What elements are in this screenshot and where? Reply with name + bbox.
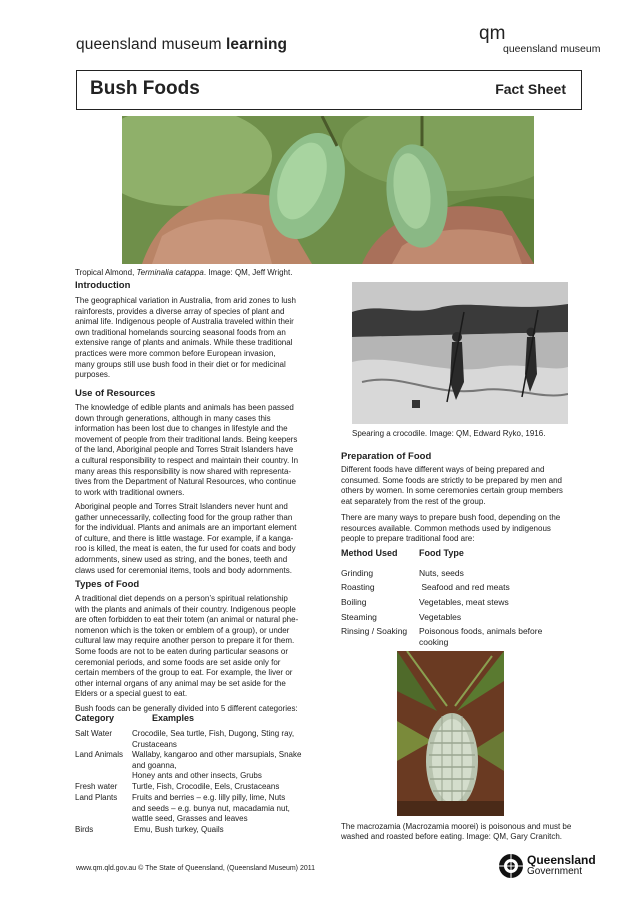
footer-text: www.qm.qld.gov.au © The State of Queensland, (Queensland Museum) 2011 [76, 865, 316, 872]
method-column-header: Method Used [341, 548, 398, 558]
intro-paragraph: The geographical variation in Australia, from arid zones to lush rainforests, provides a diverse array of species of plant and animal life. Indigenous people of Australia traveled within their own traditional homelands sourcing seasonal foods from an extensive range of plants and animals. While these traditional practices were more common before European invasion, many groups still use bush food in their diet or for medicinal purposes. [75, 296, 297, 380]
examples-column-header: Examples [152, 713, 195, 723]
types-paragraph-1: A traditional diet depends on a person’s spiritual relationship with the plants and animals of their country. Indigenous people are often forbidden to eat their totem (an animal or natural phe- nomenon which is the token or emblem of a group), or under cultural law may require another person to prepare it for them. Some foods are not to be eaten during particular seasons or ceremonial periods, and some foods are set aside only for certain members of the group to eat. For example, the liver or other internal organs of any animal may be set aside for the Elders or a special guest to eat. [75, 594, 299, 699]
photo2-caption: Spearing a crocodile. Image: QM, Edward Ryko, 1916. [352, 429, 546, 438]
sheet-type: Fact Sheet [495, 81, 566, 97]
intro-heading: Introduction [75, 280, 131, 291]
resources-paragraph-1: The knowledge of edible plants and animals has been passed down through generations, although in many cases this information has been lost due to changes in lifestyle and the movement of people from their traditional lands. Being keepers of the land, Aboriginal people and Torres Strait Islanders have a cultural responsibility to respect and maintain their country. In many areas this responsibility is now shared with representa- tives from the Department of Natural Resources, who continue to work with traditional owners. [75, 403, 299, 497]
preparation-heading: Preparation of Food [341, 451, 432, 462]
tropical-almond-photo [122, 116, 534, 264]
spearing-crocodile-photo [352, 282, 568, 424]
macrozamia-photo [397, 651, 504, 816]
gov-sub: Government [527, 866, 583, 877]
brand-bold: learning [226, 36, 288, 53]
preparation-paragraph-1: Different foods have different ways of being prepared and consumed. Some foods are strictly to be prepared by men and others by women. In some ceremonies certain group members eat separately from the rest of the group. [341, 465, 563, 506]
category-column-header: Category [75, 713, 115, 723]
gov-name: Queensland [527, 853, 596, 867]
food-type-column-header: Food Type [419, 548, 464, 558]
types-heading: Types of Food [75, 579, 140, 590]
photo3-caption: The macrozamia (Macrozamia moorei) is poisonous and must be washed and roasted before eating. Image: QM, Gary Cranitch. [341, 822, 572, 841]
resources-heading: Use of Resources [75, 388, 156, 399]
brand-wordmark [76, 36, 287, 54]
qm-logo-mark: qm [479, 23, 506, 44]
photo1-caption: Tropical Almond, Terminalia catappa. Image: QM, Jeff Wright. [75, 268, 293, 277]
queensland-crest-icon [497, 851, 525, 881]
qm-logo-sub: queensland museum [503, 43, 601, 55]
brand-light: queensland museum [76, 36, 227, 53]
preparation-paragraph-2: There are many ways to prepare bush food, depending on the resources available. Common methods used by indigenous people to prepare traditional food are: [341, 513, 561, 544]
types-paragraph-2: Bush foods can be generally divided into 5 different categories: [75, 704, 298, 713]
resources-paragraph-2: Aboriginal people and Torres Strait Islanders never hunt and gather unnecessarily, collecting food for the group rather than for the individual. Plants and animals are an important element of culture, and there is little wastage. For example, if a kanga- roo is killed, the meat is eaten, the fur used for coats and body adornments, sinew used as string, and the bones, teeth and claws used for ceremonial items, tools and body adornments. [75, 502, 297, 575]
queensland-government-logo [497, 851, 596, 881]
qm-logo [479, 23, 601, 58]
page-title: Bush Foods [90, 78, 200, 99]
